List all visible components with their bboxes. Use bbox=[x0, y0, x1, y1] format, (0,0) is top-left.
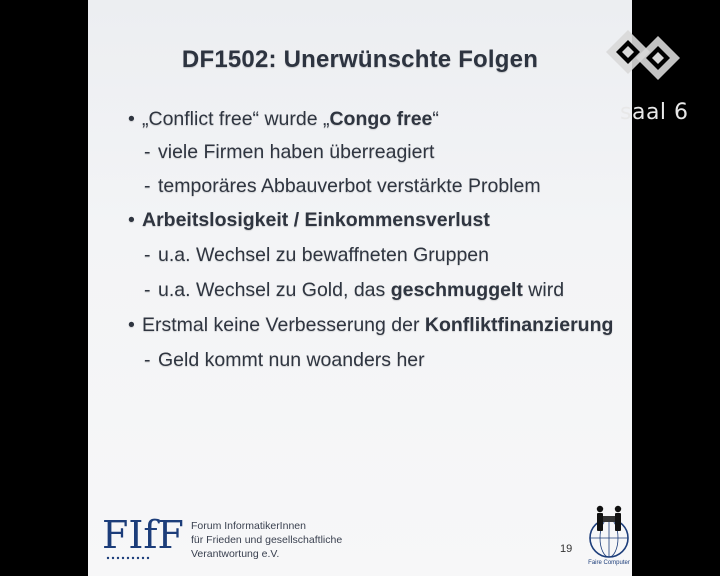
bullet-emphasis: Congo free bbox=[329, 108, 433, 130]
bullet-text: “ bbox=[432, 108, 439, 130]
sub-bullet-item bbox=[144, 279, 564, 302]
ccc-logo-icon bbox=[600, 28, 696, 98]
org-line: für Frieden und gesellschaftliche bbox=[191, 534, 343, 546]
sub-bullet-item bbox=[144, 349, 425, 372]
fiff-logo-text: FIfF bbox=[102, 513, 184, 557]
bullet-item bbox=[128, 314, 613, 337]
presentation-slide bbox=[88, 0, 632, 576]
faire-computer-label: Faire Computer bbox=[588, 560, 630, 566]
bullet-mark: • bbox=[128, 209, 135, 231]
bullet-emphasis: Arbeitslosigkeit / Einkommensverlust bbox=[142, 209, 490, 231]
room-label: saal 6 bbox=[620, 100, 689, 125]
bullet-text: viele Firmen haben überreagiert bbox=[158, 141, 435, 163]
bullet-text: Erstmal keine Verbesserung der bbox=[142, 314, 425, 336]
slide-title: DF1502: Unerwünschte Folgen bbox=[181, 46, 539, 73]
bullet-mark: - bbox=[144, 244, 151, 266]
bullet-item bbox=[128, 108, 439, 131]
bullet-mark: - bbox=[144, 141, 151, 163]
bullet-mark: - bbox=[144, 349, 151, 371]
bullet-text: u.a. Wechsel zu bewaffneten Gruppen bbox=[158, 244, 489, 266]
sub-bullet-item bbox=[144, 244, 489, 267]
organization-name bbox=[191, 519, 342, 561]
bullet-emphasis: geschmuggelt bbox=[390, 279, 523, 301]
fiff-logo-icon bbox=[102, 508, 192, 568]
bullet-text: temporäres Abbauverbot verstärkte Problem bbox=[158, 175, 541, 197]
sub-bullet-item bbox=[144, 141, 434, 164]
org-line: Verantwortung e.V. bbox=[191, 548, 280, 560]
bullet-text: wird bbox=[522, 279, 565, 301]
sub-bullet-item bbox=[144, 175, 541, 198]
bullet-emphasis: Konfliktfinanzierung bbox=[424, 314, 614, 336]
bullet-text: Geld kommt nun woanders her bbox=[158, 349, 425, 371]
faire-computer-logo-icon bbox=[586, 500, 632, 566]
bullet-mark: - bbox=[144, 175, 151, 197]
bullet-mark: • bbox=[128, 108, 135, 130]
bullet-mark: • bbox=[128, 314, 135, 336]
bullet-mark: - bbox=[144, 279, 151, 301]
org-line: Forum InformatikerInnen bbox=[191, 520, 306, 532]
bullet-text: u.a. Wechsel zu Gold, das bbox=[158, 279, 391, 301]
page-number: 19 bbox=[560, 543, 573, 555]
bullet-text: „Conflict free“ wurde „ bbox=[142, 108, 330, 130]
bullet-item bbox=[128, 209, 490, 232]
